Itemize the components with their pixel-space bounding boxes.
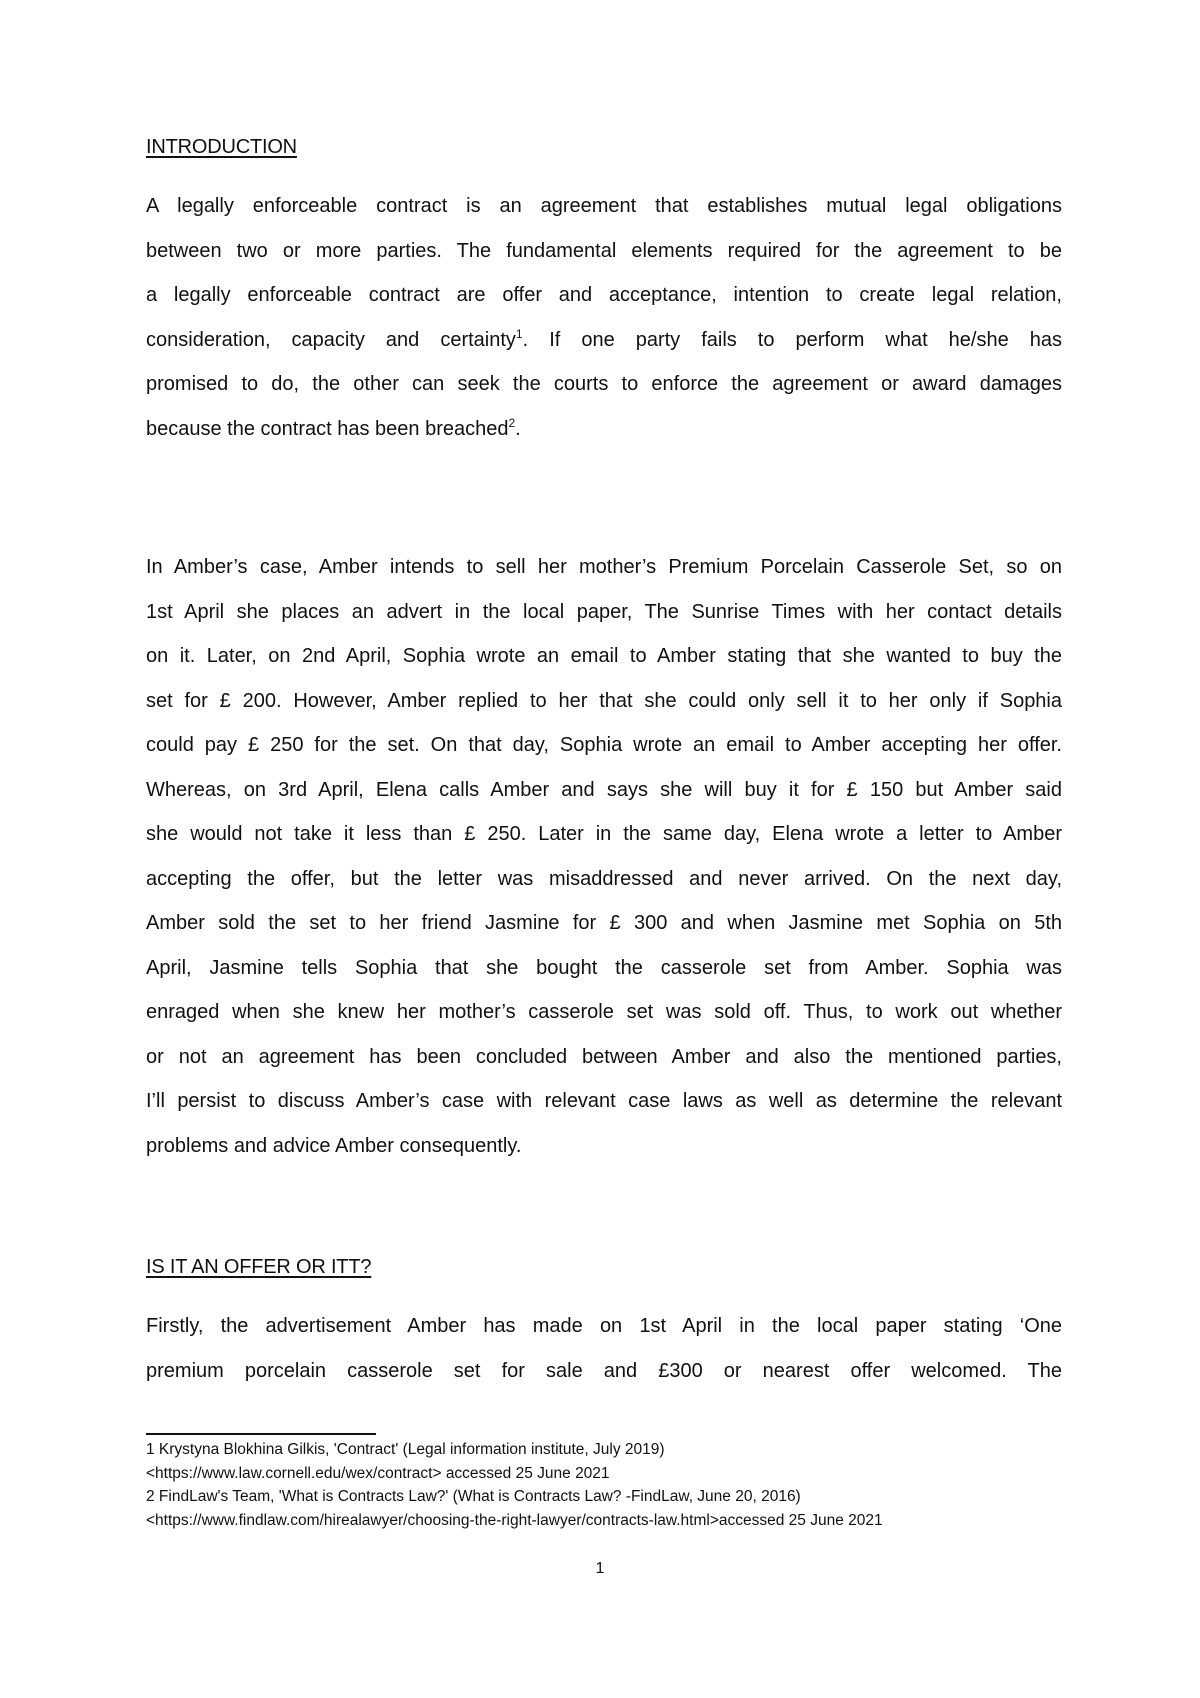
paragraph-line: promised to do, the other can seek the courts to enforce the agreement or award damages [146,373,1062,395]
page-number: 1 [595,1560,605,1577]
paragraph-line: problems and advice Amber consequently. [146,1134,522,1157]
footnote-2-link[interactable]: <https://www.findlaw.com/hirealawyer/choosing-the-right-lawyer/contracts-law.html>accessed 25 June 2021 [146,1511,883,1529]
paragraph-line: between two or more parties. The fundamental elements required for the agreement to be [146,239,1062,262]
paragraph-line: Firstly, the advertisement Amber has made on 1st April in the local paper stating ‘One [146,1315,1062,1337]
paragraph-line: Whereas, on 3rd April, Elena calls Amber and says she will buy it for £ 150 but Amber said [146,778,1062,801]
paragraph-line: I’ll persist to discuss Amber’s case with relevant case laws as well as determine the relevant [146,1090,1062,1112]
line-text: . [515,417,521,440]
paragraph-line: premium porcelain casserole set for sale and £300 or nearest offer welcomed. The [146,1359,1062,1382]
footnote-separator [146,1433,376,1435]
introduction-paragraph [146,184,1062,451]
paragraph-line: on it. Later, on 2nd April, Sophia wrote an email to Amber stating that she wanted to buy the [146,645,1062,667]
footnote-1-link[interactable]: <https://www.law.cornell.edu/wex/contract> accessed 25 June 2021 [146,1464,610,1482]
line-text: . If one party fails to perform what he/she has [522,328,1062,351]
line-text: because the contract has been breached [146,417,509,440]
paragraph-line: a legally enforceable contract are offer and acceptance, intention to create legal relation, [146,284,1062,306]
paragraph-line: enraged when she knew her mother’s casserole set was sold off. Thus, to work out whether [146,1001,1062,1023]
footnotes [146,1438,1106,1532]
paragraph-line: April, Jasmine tells Sophia that she bought the casserole set from Amber. Sophia was [146,956,1062,979]
offer-paragraph [146,1304,1062,1393]
paragraph-line: A legally enforceable contract is an agreement that establishes mutual legal obligations [146,195,1062,217]
paragraph-line: accepting the offer, but the letter was misaddressed and never arrived. On the next day, [146,867,1062,890]
heading-offer-or-itt: IS IT AN OFFER OR ITT? [146,1256,372,1278]
heading-introduction: INTRODUCTION [146,136,297,158]
footnote-2-citation: 2 FindLaw's Team, 'What is Contracts Law?' (What is Contracts Law? -FindLaw, June 20, 2016) [146,1488,801,1505]
line-text: consideration, capacity and certainty [146,328,516,351]
paragraph-line: In Amber’s case, Amber intends to sell her mother’s Premium Porcelain Casserole Set, so on [146,556,1062,578]
paragraph-line: set for £ 200. However, Amber replied to her that she could only sell it to her only if Sophia [146,689,1062,712]
footnote-ref-2[interactable]: 2 [508,415,516,430]
paragraph-line [146,407,1062,452]
case-paragraph [146,545,1062,1168]
paragraph-line: 1st April she places an advert in the local paper, The Sunrise Times with her contact details [146,600,1062,623]
footnote-1-citation: 1 Krystyna Blokhina Gilkis, 'Contract' (Legal information institute, July 2019) [146,1441,665,1458]
footnote-ref-1[interactable]: 1 [515,326,523,341]
paragraph-line: could pay £ 250 for the set. On that day, Sophia wrote an email to Amber accepting her offer. [146,734,1062,756]
paragraph-line: or not an agreement has been concluded between Amber and also the mentioned parties, [146,1045,1062,1068]
paragraph-line [146,318,1062,363]
paragraph-line: she would not take it less than £ 250. Later in the same day, Elena wrote a letter to Amber [146,823,1062,845]
paragraph-line: Amber sold the set to her friend Jasmine for £ 300 and when Jasmine met Sophia on 5th [146,912,1062,934]
